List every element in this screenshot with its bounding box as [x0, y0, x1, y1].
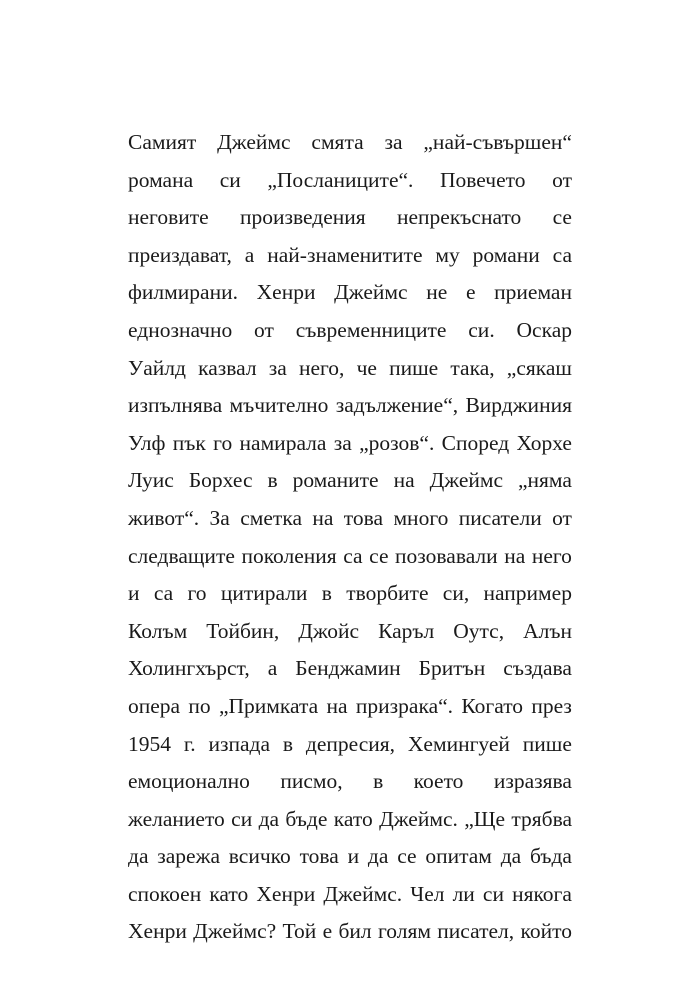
word: например — [483, 581, 572, 606]
word: на — [393, 468, 415, 493]
text-line — [128, 763, 572, 801]
text-line — [128, 162, 572, 200]
word: Хемингуей — [407, 731, 510, 756]
word: изразява — [493, 769, 572, 794]
word: Бенджамин — [295, 656, 401, 681]
word: това — [343, 505, 384, 530]
word: него, — [298, 355, 345, 380]
word: на — [312, 505, 334, 530]
word: и — [128, 581, 140, 606]
text-line — [128, 838, 572, 876]
text-line — [128, 913, 572, 951]
text-line — [128, 650, 572, 688]
word: Джеймс. — [379, 806, 458, 831]
word: намирала — [239, 430, 327, 455]
word: депресия, — [305, 731, 396, 756]
word: го — [187, 581, 207, 606]
word: „най-съвършен“ — [423, 130, 572, 154]
word: Хенри — [256, 280, 316, 305]
word: Джойс — [298, 618, 360, 643]
word: Той — [282, 919, 317, 944]
word: от — [552, 167, 572, 192]
word: „розов“. — [359, 430, 435, 455]
word: като — [209, 881, 249, 906]
word: Луис — [128, 468, 174, 493]
word: да — [367, 844, 389, 869]
word: Вирджиния — [465, 393, 572, 418]
word: приеман — [494, 280, 572, 305]
word: казвал — [198, 355, 257, 380]
word: емоционално — [128, 769, 250, 794]
word: писател, — [437, 919, 515, 944]
word: в — [321, 581, 332, 606]
word: са — [343, 543, 363, 568]
word: Самият — [128, 130, 197, 154]
word: да — [500, 844, 522, 869]
word: го — [213, 430, 233, 455]
word: Тойбин, — [206, 618, 280, 643]
text-line — [128, 274, 572, 312]
word: писмо, — [280, 769, 343, 794]
word: Джеймс — [429, 468, 504, 493]
word: за — [384, 130, 403, 154]
word: бил — [338, 919, 372, 944]
word: голям — [377, 919, 431, 944]
word: Борхес — [188, 468, 253, 493]
word: Каръл — [378, 618, 435, 643]
word: Джеймс. — [323, 881, 403, 906]
word: на — [326, 693, 348, 718]
word: на — [504, 543, 526, 568]
word: спокоен — [128, 881, 202, 906]
word: трябва — [511, 806, 572, 831]
word: е — [465, 280, 476, 305]
word: не — [426, 280, 448, 305]
word: задължение“, — [335, 393, 459, 418]
word: в — [267, 468, 278, 493]
word: г. — [183, 731, 196, 756]
word: за — [268, 355, 287, 380]
word: опитам — [425, 844, 492, 869]
text-line — [128, 726, 572, 764]
word: непрекъснато — [397, 205, 522, 230]
word: Хенри — [128, 919, 187, 944]
word: в — [282, 731, 294, 756]
word: Алън — [523, 618, 572, 643]
word: следващите — [128, 543, 235, 568]
text-line — [128, 613, 572, 651]
word: позовавали — [395, 543, 498, 568]
word: преиздават, — [128, 242, 232, 267]
word: Бритън — [418, 656, 486, 681]
word: филмирани. — [128, 280, 238, 305]
word: за — [333, 430, 352, 455]
text-line — [128, 350, 572, 388]
word: Колъм — [128, 618, 188, 643]
word: си. — [468, 317, 495, 342]
word: пък — [172, 430, 206, 455]
word: романи — [472, 242, 540, 267]
word: Холингхърст, — [128, 656, 250, 681]
text-line — [128, 575, 572, 613]
text-line — [128, 425, 572, 463]
word: изпада — [208, 731, 271, 756]
word: много — [393, 505, 449, 530]
word: всичко — [228, 844, 291, 869]
word: писатели — [458, 505, 542, 530]
word: Според — [441, 430, 510, 455]
word: романите — [292, 468, 379, 493]
word: призрака“. — [355, 693, 454, 718]
word: пише — [522, 731, 572, 756]
word: Повечето — [440, 167, 526, 192]
word: си — [219, 167, 241, 192]
word: през — [531, 693, 572, 718]
word: цитирали — [220, 581, 308, 606]
word: така, — [450, 355, 495, 380]
text-line — [128, 237, 572, 275]
word: Джеймс — [217, 130, 291, 154]
text-line — [128, 538, 572, 576]
word: е — [322, 919, 333, 944]
word: си — [231, 806, 253, 831]
word: се — [369, 543, 389, 568]
word: се — [397, 844, 417, 869]
word: Оскар — [516, 317, 572, 342]
word: от — [552, 505, 572, 530]
word: поколения — [241, 543, 337, 568]
word: създава — [503, 656, 572, 681]
word: като — [333, 806, 373, 831]
word: пише — [389, 355, 439, 380]
word: опера — [128, 693, 181, 718]
text-line — [128, 801, 572, 839]
text-line — [128, 199, 572, 237]
text-line — [128, 688, 572, 726]
word: да — [128, 844, 149, 869]
word: Джеймс — [334, 280, 408, 305]
word: Когато — [461, 693, 524, 718]
word: изпълнява — [128, 393, 223, 418]
word: Чел — [410, 881, 445, 906]
word: са — [552, 242, 572, 267]
text-line — [128, 500, 572, 538]
word: му — [435, 242, 460, 267]
word: бъде — [285, 806, 328, 831]
word: в — [373, 769, 384, 794]
word: Улф — [128, 430, 166, 455]
word: зарежа — [157, 844, 220, 869]
word: еднозначно — [128, 317, 233, 342]
text-line — [128, 387, 572, 425]
word: са — [153, 581, 174, 606]
word: си — [482, 881, 504, 906]
word: което — [413, 769, 464, 794]
text-line — [128, 312, 572, 350]
word: и — [347, 844, 360, 869]
text-line — [128, 124, 572, 162]
word: бъда — [529, 844, 572, 869]
word: „Ще — [464, 806, 505, 831]
word: „Примката — [218, 693, 319, 718]
word: а — [267, 656, 278, 681]
word: Оутс, — [453, 618, 505, 643]
word: който — [520, 919, 572, 944]
word: си, — [442, 581, 470, 606]
word: За — [209, 505, 230, 530]
word: „сякаш — [506, 355, 572, 380]
word: Хорхе — [516, 430, 572, 455]
word: „Посланиците“. — [267, 167, 414, 192]
word: „няма — [517, 468, 572, 493]
word: се — [552, 205, 572, 230]
word: Хенри — [256, 881, 316, 906]
word: че — [356, 355, 377, 380]
word: да — [258, 806, 280, 831]
text-line — [128, 462, 572, 500]
word: романа — [128, 167, 194, 192]
body-text — [128, 124, 572, 951]
word: желанието — [128, 806, 225, 831]
word: Уайлд — [128, 355, 186, 380]
word: това — [299, 844, 339, 869]
word: по — [188, 693, 211, 718]
word: Джеймс? — [193, 919, 277, 944]
word: творбите — [346, 581, 429, 606]
word: смята — [311, 130, 364, 154]
word: него — [531, 543, 572, 568]
word: 1954 — [128, 731, 171, 756]
word: а — [244, 242, 255, 267]
text-line — [128, 876, 572, 914]
word: от — [254, 317, 274, 342]
word: сметка — [240, 505, 302, 530]
word: мъчително — [229, 393, 329, 418]
word: някога — [512, 881, 572, 906]
word: неговите — [128, 205, 209, 230]
word: най-знаменитите — [267, 242, 423, 267]
word: ли — [452, 881, 475, 906]
word: живот“. — [128, 505, 200, 530]
word: произведения — [240, 205, 366, 230]
word: съвременниците — [295, 317, 447, 342]
